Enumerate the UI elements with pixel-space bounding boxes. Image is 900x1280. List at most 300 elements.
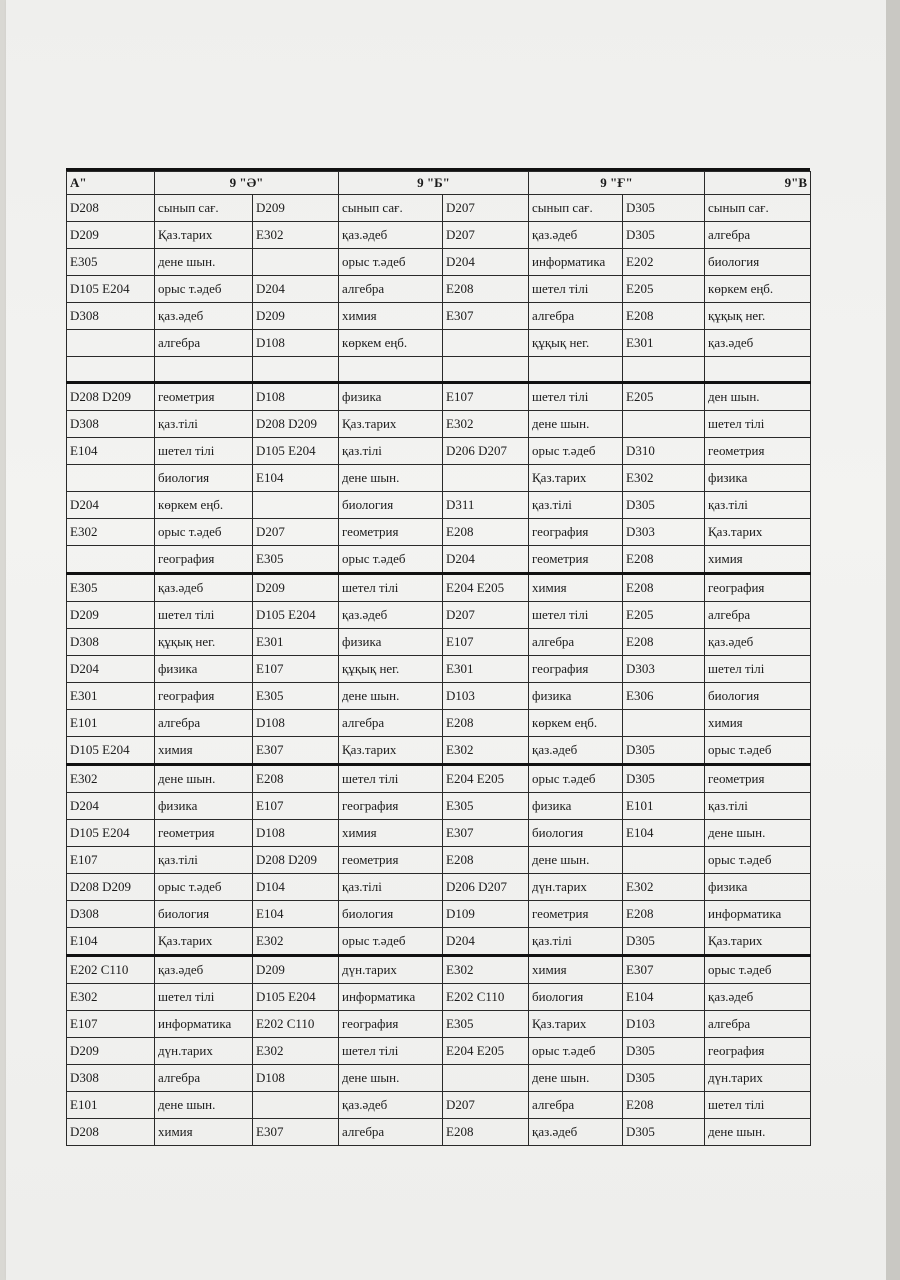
cell-subject-9-ae: шетел тілі [155,602,253,629]
cell-room-9-ae: D207 [253,519,339,546]
cell-subject-9-b: биология [339,492,443,519]
cell-room-9-ae: E302 [253,928,339,956]
cell-subject-9-gh: қаз.әдеб [529,1119,623,1146]
cell-room-9-ae: D209 [253,956,339,984]
table-row [67,656,811,683]
cell-room-9-b [443,357,529,383]
cell-room-9-ae: E307 [253,737,339,765]
cell-room-9-ae: E305 [253,683,339,710]
cell-room-9-ae [253,249,339,276]
cell-subject-9-b: орыс т.әдеб [339,546,443,574]
cell-subject-9-b: дене шын. [339,465,443,492]
cell-subject-9-v: қаз.тілі [705,793,811,820]
table-row [67,519,811,546]
cell-room-9-ae: E107 [253,793,339,820]
cell-room-a: D208 [67,195,155,222]
cell-room-a [67,546,155,574]
cell-room-9-ae: E307 [253,1119,339,1146]
cell-subject-9-v: география [705,574,811,602]
cell-room-a [67,357,155,383]
cell-room-9-b: D207 [443,602,529,629]
cell-room-9-gh: D305 [623,1065,705,1092]
cell-room-a: D209 [67,602,155,629]
cell-room-9-ae: D105 E204 [253,984,339,1011]
table-row [67,602,811,629]
table-row [67,710,811,737]
cell-room-9-gh: D305 [623,765,705,793]
cell-room-9-gh: E302 [623,465,705,492]
cell-room-9-b: E204 E205 [443,765,529,793]
cell-room-9-gh: E205 [623,602,705,629]
cell-subject-9-b: қаз.әдеб [339,602,443,629]
cell-room-a: E104 [67,438,155,465]
cell-room-9-b: D103 [443,683,529,710]
cell-subject-9-ae: биология [155,901,253,928]
cell-subject-9-gh: құқық нег. [529,330,623,357]
cell-room-9-ae: E302 [253,222,339,249]
cell-room-9-b: E208 [443,710,529,737]
cell-room-a: E101 [67,1092,155,1119]
cell-subject-9-b: дүн.тарих [339,956,443,984]
cell-room-9-b: E302 [443,411,529,438]
cell-subject-9-ae: химия [155,1119,253,1146]
table-row [67,249,811,276]
cell-room-9-ae: D108 [253,383,339,411]
cell-room-9-b [443,330,529,357]
cell-room-9-ae: D208 D209 [253,847,339,874]
cell-subject-9-gh: физика [529,793,623,820]
cell-subject-9-v: орыс т.әдеб [705,956,811,984]
cell-subject-9-gh: дене шын. [529,847,623,874]
cell-subject-9-v: дене шын. [705,820,811,847]
cell-room-9-ae: D108 [253,330,339,357]
cell-subject-9-v: физика [705,874,811,901]
cell-room-9-b: D311 [443,492,529,519]
table-row [67,222,811,249]
cell-room-a: E302 [67,765,155,793]
cell-subject-9-v: химия [705,710,811,737]
class-header-row [67,172,811,195]
cell-subject-9-v: Қаз.тарих [705,519,811,546]
cell-subject-9-ae: орыс т.әдеб [155,276,253,303]
cell-room-9-gh [623,357,705,383]
cell-room-9-ae: E107 [253,656,339,683]
cell-room-9-gh: D305 [623,492,705,519]
cell-room-9-b: E302 [443,737,529,765]
cell-room-9-gh: D305 [623,928,705,956]
cell-subject-9-b: алгебра [339,276,443,303]
cell-subject-9-gh: қаз.әдеб [529,737,623,765]
cell-room-a: D204 [67,793,155,820]
cell-room-9-b: D207 [443,222,529,249]
cell-room-9-ae: D108 [253,710,339,737]
cell-subject-9-v: ден шын. [705,383,811,411]
cell-subject-9-gh: шетел тілі [529,383,623,411]
table-row [67,1038,811,1065]
cell-room-a: D105 E204 [67,820,155,847]
cell-room-9-gh [623,411,705,438]
cell-subject-9-v: орыс т.әдеб [705,737,811,765]
cell-subject-9-v: қаз.әдеб [705,629,811,656]
cell-subject-9-b: көркем еңб. [339,330,443,357]
cell-subject-9-v: геометрия [705,765,811,793]
cell-room-9-gh: D303 [623,656,705,683]
cell-subject-9-gh: алгебра [529,303,623,330]
cell-subject-9-gh: шетел тілі [529,602,623,629]
cell-subject-9-ae: қаз.тілі [155,411,253,438]
cell-room-9-ae: E301 [253,629,339,656]
cell-subject-9-gh: география [529,656,623,683]
cell-room-9-gh: E208 [623,1092,705,1119]
paper-edge [886,0,900,1280]
cell-room-9-ae: D105 E204 [253,438,339,465]
cell-room-9-b: E204 E205 [443,1038,529,1065]
cell-subject-9-v: физика [705,465,811,492]
cell-room-9-ae: E305 [253,546,339,574]
cell-subject-9-gh: геометрия [529,546,623,574]
cell-subject-9-b: география [339,1011,443,1038]
cell-room-9-ae: D108 [253,820,339,847]
cell-subject-9-gh: қаз.тілі [529,492,623,519]
table-row [67,574,811,602]
table-row [67,383,811,411]
cell-subject-9-gh: орыс т.әдеб [529,765,623,793]
cell-room-9-gh: E208 [623,629,705,656]
cell-room-9-ae: E302 [253,1038,339,1065]
cell-room-a: E302 [67,984,155,1011]
cell-room-9-b: E302 [443,956,529,984]
cell-room-a: E302 [67,519,155,546]
cell-subject-9-b: сынып сағ. [339,195,443,222]
cell-room-9-b: E208 [443,1119,529,1146]
cell-subject-9-ae: дене шын. [155,249,253,276]
cell-subject-9-v: алгебра [705,1011,811,1038]
class-header-9-gh: 9 "Ғ" [529,172,705,195]
cell-room-9-ae: E202 C110 [253,1011,339,1038]
cell-subject-9-b: орыс т.әдеб [339,249,443,276]
cell-room-9-b: E208 [443,847,529,874]
cell-subject-9-gh: көркем еңб. [529,710,623,737]
cell-subject-9-gh: шетел тілі [529,276,623,303]
cell-subject-9-gh [529,357,623,383]
cell-room-a: D208 D209 [67,383,155,411]
table-row [67,901,811,928]
table-row [67,820,811,847]
cell-room-9-ae [253,1092,339,1119]
cell-subject-9-b: құқық нег. [339,656,443,683]
cell-subject-9-ae: қаз.әдеб [155,956,253,984]
cell-room-9-gh: D303 [623,519,705,546]
cell-room-9-gh: E104 [623,984,705,1011]
cell-subject-9-v: биология [705,683,811,710]
cell-room-9-ae: E104 [253,465,339,492]
cell-subject-9-b: дене шын. [339,1065,443,1092]
cell-subject-9-b: қаз.әдеб [339,222,443,249]
cell-subject-9-v: орыс т.әдеб [705,847,811,874]
cell-room-9-ae [253,492,339,519]
cell-room-a: D105 E204 [67,737,155,765]
cell-subject-9-v: алгебра [705,222,811,249]
cell-room-a [67,330,155,357]
cell-subject-9-v: дене шын. [705,1119,811,1146]
schedule-table [66,171,811,1146]
cell-room-a: E305 [67,249,155,276]
cell-subject-9-b: физика [339,383,443,411]
cell-subject-9-ae [155,357,253,383]
cell-subject-9-gh: қаз.әдеб [529,222,623,249]
cell-room-9-gh [623,710,705,737]
cell-subject-9-b: қаз.тілі [339,438,443,465]
cell-room-9-gh: D305 [623,737,705,765]
cell-room-9-ae: D105 E204 [253,602,339,629]
cell-subject-9-ae: көркем еңб. [155,492,253,519]
table-row [67,847,811,874]
table-row [67,303,811,330]
cell-room-a: E107 [67,847,155,874]
cell-subject-9-gh: информатика [529,249,623,276]
cell-subject-9-b: химия [339,820,443,847]
cell-subject-9-b: Қаз.тарих [339,737,443,765]
cell-subject-9-gh: химия [529,574,623,602]
cell-subject-9-b: физика [339,629,443,656]
cell-subject-9-ae: физика [155,793,253,820]
table-row [67,765,811,793]
cell-room-9-ae: D208 D209 [253,411,339,438]
table-row [67,465,811,492]
cell-room-9-gh: E208 [623,546,705,574]
cell-subject-9-b: химия [339,303,443,330]
cell-room-9-gh: E101 [623,793,705,820]
cell-subject-9-gh: физика [529,683,623,710]
table-row [67,629,811,656]
table-row [67,1065,811,1092]
cell-subject-9-ae: алгебра [155,1065,253,1092]
cell-room-9-ae: D209 [253,574,339,602]
cell-room-a: D208 D209 [67,874,155,901]
cell-subject-9-b: информатика [339,984,443,1011]
cell-room-9-b: D206 D207 [443,874,529,901]
cell-subject-9-gh: химия [529,956,623,984]
cell-subject-9-gh: қаз.тілі [529,928,623,956]
table-row [67,984,811,1011]
table-row [67,956,811,984]
cell-room-a: D308 [67,1065,155,1092]
cell-room-a: D209 [67,1038,155,1065]
cell-subject-9-ae: алгебра [155,330,253,357]
cell-subject-9-v: шетел тілі [705,1092,811,1119]
cell-room-9-b: E305 [443,793,529,820]
cell-subject-9-v: сынып сағ. [705,195,811,222]
cell-subject-9-b: шетел тілі [339,1038,443,1065]
table-row [67,492,811,519]
cell-room-9-ae: E208 [253,765,339,793]
cell-subject-9-ae: сынып сағ. [155,195,253,222]
cell-room-9-gh: E205 [623,383,705,411]
cell-room-9-gh: E202 [623,249,705,276]
cell-subject-9-v: геометрия [705,438,811,465]
cell-room-9-ae: D104 [253,874,339,901]
cell-subject-9-ae: дүн.тарих [155,1038,253,1065]
cell-subject-9-v: Қаз.тарих [705,928,811,956]
cell-subject-9-b: қаз.әдеб [339,1092,443,1119]
cell-room-9-gh: E306 [623,683,705,710]
table-row [67,737,811,765]
cell-subject-9-b: геометрия [339,847,443,874]
cell-room-9-b: E301 [443,656,529,683]
cell-subject-9-ae: биология [155,465,253,492]
cell-subject-9-gh: геометрия [529,901,623,928]
cell-room-9-b: E204 E205 [443,574,529,602]
table-row [67,793,811,820]
cell-subject-9-b: география [339,793,443,820]
cell-room-9-b [443,465,529,492]
cell-subject-9-b: қаз.тілі [339,874,443,901]
cell-subject-9-b: дене шын. [339,683,443,710]
cell-room-a: D308 [67,901,155,928]
cell-room-a: E101 [67,710,155,737]
cell-subject-9-gh: биология [529,984,623,1011]
cell-subject-9-v: шетел тілі [705,411,811,438]
cell-subject-9-ae: қаз.әдеб [155,574,253,602]
table-row [67,874,811,901]
cell-room-9-gh: D305 [623,195,705,222]
cell-room-9-gh: E208 [623,574,705,602]
cell-room-9-b: D207 [443,1092,529,1119]
cell-subject-9-ae: алгебра [155,710,253,737]
cell-room-a: E107 [67,1011,155,1038]
cell-room-9-ae [253,357,339,383]
cell-room-a [67,465,155,492]
cell-room-9-ae: D209 [253,195,339,222]
cell-room-9-b: E107 [443,629,529,656]
cell-subject-9-ae: шетел тілі [155,438,253,465]
cell-subject-9-v: қаз.әдеб [705,330,811,357]
cell-room-9-gh: E301 [623,330,705,357]
cell-room-a: D308 [67,411,155,438]
cell-room-9-b [443,1065,529,1092]
cell-subject-9-ae: физика [155,656,253,683]
cell-room-9-b: D109 [443,901,529,928]
cell-room-9-gh: D310 [623,438,705,465]
class-header-9-b: 9 "Б" [339,172,529,195]
cell-subject-9-ae: география [155,683,253,710]
class-header-9-ae: 9 "Ә" [155,172,339,195]
cell-room-a: E104 [67,928,155,956]
cell-room-9-ae: D209 [253,303,339,330]
cell-room-a: D209 [67,222,155,249]
cell-subject-9-gh: дүн.тарих [529,874,623,901]
table-row [67,1011,811,1038]
cell-subject-9-gh: Қаз.тарих [529,1011,623,1038]
cell-subject-9-b: алгебра [339,1119,443,1146]
cell-subject-9-v [705,357,811,383]
cell-room-9-gh [623,847,705,874]
cell-subject-9-b: орыс т.әдеб [339,928,443,956]
cell-room-9-gh: E208 [623,303,705,330]
cell-room-9-gh: E307 [623,956,705,984]
cell-subject-9-gh: биология [529,820,623,847]
cell-subject-9-ae: дене шын. [155,765,253,793]
table-row [67,683,811,710]
cell-subject-9-ae: Қаз.тарих [155,928,253,956]
cell-subject-9-gh: дене шын. [529,411,623,438]
cell-room-9-gh: E205 [623,276,705,303]
cell-room-a: D308 [67,303,155,330]
cell-room-9-gh: D305 [623,222,705,249]
table-row [67,330,811,357]
cell-room-a: D204 [67,656,155,683]
cell-subject-9-ae: дене шын. [155,1092,253,1119]
cell-subject-9-ae: қаз.тілі [155,847,253,874]
cell-subject-9-b: алгебра [339,710,443,737]
cell-room-9-gh: E208 [623,901,705,928]
cell-room-a: D308 [67,629,155,656]
cell-subject-9-ae: геометрия [155,383,253,411]
cell-room-a: D105 E204 [67,276,155,303]
cell-subject-9-ae: орыс т.әдеб [155,519,253,546]
cell-room-9-b: E307 [443,820,529,847]
cell-room-9-gh: E302 [623,874,705,901]
cell-subject-9-gh: орыс т.әдеб [529,1038,623,1065]
cell-room-9-b: D204 [443,546,529,574]
cell-room-9-gh: D305 [623,1119,705,1146]
cell-subject-9-v: дүн.тарих [705,1065,811,1092]
cell-room-9-b: D204 [443,249,529,276]
cell-room-9-b: D207 [443,195,529,222]
cell-room-a: E301 [67,683,155,710]
cell-subject-9-b: шетел тілі [339,765,443,793]
class-header-a: А" [67,172,155,195]
schedule-body [67,195,811,1146]
cell-room-a: D204 [67,492,155,519]
cell-subject-9-v: биология [705,249,811,276]
table-row [67,438,811,465]
cell-room-9-b: E305 [443,1011,529,1038]
cell-subject-9-ae: информатика [155,1011,253,1038]
cell-subject-9-v: география [705,1038,811,1065]
cell-room-9-b: E208 [443,519,529,546]
cell-room-9-b: E208 [443,276,529,303]
cell-subject-9-gh: дене шын. [529,1065,623,1092]
cell-subject-9-ae: құқық нег. [155,629,253,656]
table-row [67,411,811,438]
cell-subject-9-v: алгебра [705,602,811,629]
cell-subject-9-ae: қаз.әдеб [155,303,253,330]
table-row [67,1092,811,1119]
cell-room-9-ae: D204 [253,276,339,303]
cell-room-9-ae: D108 [253,1065,339,1092]
table-row [67,546,811,574]
cell-subject-9-ae: Қаз.тарих [155,222,253,249]
cell-subject-9-v: құқық нег. [705,303,811,330]
cell-subject-9-b: шетел тілі [339,574,443,602]
table-row [67,1119,811,1146]
cell-room-9-b: D206 D207 [443,438,529,465]
table-row [67,195,811,222]
schedule-table-wrapper [66,168,810,1146]
cell-subject-9-v: шетел тілі [705,656,811,683]
table-row [67,357,811,383]
cell-subject-9-gh: орыс т.әдеб [529,438,623,465]
cell-subject-9-v: химия [705,546,811,574]
cell-subject-9-b [339,357,443,383]
cell-room-9-gh: D305 [623,1038,705,1065]
table-row [67,276,811,303]
cell-subject-9-gh: Қаз.тарих [529,465,623,492]
cell-subject-9-gh: алгебра [529,1092,623,1119]
cell-room-9-b: D204 [443,928,529,956]
cell-room-9-b: E202 C110 [443,984,529,1011]
